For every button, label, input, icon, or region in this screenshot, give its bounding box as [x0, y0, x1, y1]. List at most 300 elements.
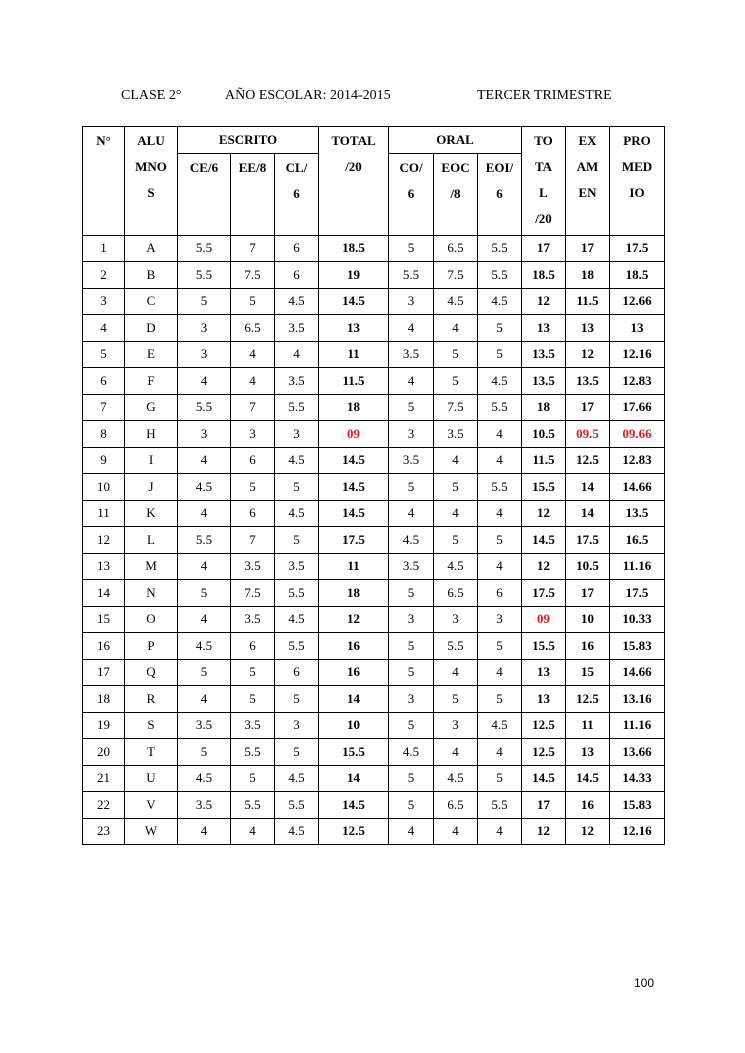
- cell-promedio: 15.83: [610, 633, 665, 660]
- cell-co: 5: [389, 235, 434, 262]
- cell-co: 5: [389, 792, 434, 819]
- cell-alumno: T: [125, 739, 178, 766]
- cell-ee: 4: [231, 818, 275, 845]
- cell-ee: 7: [231, 394, 275, 421]
- cell-ee: 6: [231, 633, 275, 660]
- cell-ce: 3.5: [178, 792, 231, 819]
- cell-num: 1: [83, 235, 125, 262]
- cell-ce: 3: [178, 421, 231, 448]
- cell-ee: 5: [231, 474, 275, 501]
- cell-co: 3: [389, 606, 434, 633]
- cell-total: 12: [522, 288, 566, 315]
- header-line: MNO: [135, 159, 167, 174]
- cell-alumno: V: [125, 792, 178, 819]
- cell-cl: 5.5: [275, 792, 319, 819]
- grades-table: [82, 126, 665, 845]
- cell-total: 13: [522, 659, 566, 686]
- cell-eoi: 5: [478, 633, 522, 660]
- cell-eoi: 5: [478, 527, 522, 554]
- cell-co: 5: [389, 659, 434, 686]
- cell-promedio: 11.16: [610, 553, 665, 580]
- cell-ce: 5.5: [178, 394, 231, 421]
- cell-co: 5.5: [389, 262, 434, 289]
- table-row: [83, 315, 665, 342]
- cell-eoc: 4.5: [434, 553, 478, 580]
- table-row: [83, 686, 665, 713]
- cell-co: 3.5: [389, 553, 434, 580]
- cell-eoc: 4.5: [434, 288, 478, 315]
- cell-num: 15: [83, 606, 125, 633]
- cell-alumno: D: [125, 315, 178, 342]
- cell-ce: 5: [178, 739, 231, 766]
- cell-examen: 13.5: [566, 368, 610, 395]
- cell-ee: 4: [231, 368, 275, 395]
- header-line: CO/: [399, 159, 423, 175]
- cell-eoi: 3: [478, 606, 522, 633]
- cell-eoc: 7.5: [434, 394, 478, 421]
- cell-alumno: L: [125, 527, 178, 554]
- cell-total-escrito: 11: [319, 341, 389, 368]
- cell-co: 3.5: [389, 341, 434, 368]
- cell-ee: 6: [231, 447, 275, 474]
- cell-eoi: 5: [478, 315, 522, 342]
- cell-alumno: B: [125, 262, 178, 289]
- cell-co: 4: [389, 315, 434, 342]
- header-line: TOTAL: [331, 133, 376, 148]
- header-line: 6: [496, 185, 503, 201]
- cell-co: 4.5: [389, 739, 434, 766]
- cell-examen: 16: [566, 792, 610, 819]
- cell-ee: 4: [231, 341, 275, 368]
- cell-cl: 4.5: [275, 500, 319, 527]
- cell-num: 10: [83, 474, 125, 501]
- cell-total: 12.5: [522, 739, 566, 766]
- cell-cl: 6: [275, 659, 319, 686]
- cell-total-escrito: 18: [319, 580, 389, 607]
- col-header-eoc: [434, 153, 478, 235]
- cell-promedio: 13.66: [610, 739, 665, 766]
- cell-ce: 3.5: [178, 712, 231, 739]
- trimester-label: TERCER TRIMESTRE: [477, 88, 612, 103]
- cell-total: 10.5: [522, 421, 566, 448]
- col-header-cl: [275, 153, 319, 235]
- cell-cl: 4.5: [275, 288, 319, 315]
- cell-ce: 4.5: [178, 633, 231, 660]
- cell-examen: 17: [566, 580, 610, 607]
- cell-total: 12: [522, 553, 566, 580]
- cell-co: 5: [389, 633, 434, 660]
- cell-alumno: H: [125, 421, 178, 448]
- cell-alumno: W: [125, 818, 178, 845]
- cell-ee: 5: [231, 659, 275, 686]
- cell-total-escrito: 16: [319, 633, 389, 660]
- cell-eoi: 4.5: [478, 712, 522, 739]
- cell-promedio: 13: [610, 315, 665, 342]
- cell-eoi: 5.5: [478, 235, 522, 262]
- cell-num: 6: [83, 368, 125, 395]
- cell-eoi: 4: [478, 818, 522, 845]
- cell-total: 13.5: [522, 341, 566, 368]
- cell-eoi: 5.5: [478, 394, 522, 421]
- cell-total: 17.5: [522, 580, 566, 607]
- cell-alumno: M: [125, 553, 178, 580]
- col-header-students: [125, 127, 178, 236]
- cell-ee: 5.5: [231, 792, 275, 819]
- cell-eoi: 4.5: [478, 368, 522, 395]
- cell-promedio: 13.5: [610, 500, 665, 527]
- cell-eoc: 5: [434, 527, 478, 554]
- table-row: [83, 421, 665, 448]
- cell-ee: 3: [231, 421, 275, 448]
- cell-cl: 5.5: [275, 580, 319, 607]
- cell-examen: 17: [566, 235, 610, 262]
- table-row: [83, 262, 665, 289]
- col-group-escrito: ESCRITO: [178, 127, 319, 154]
- cell-total: 17: [522, 235, 566, 262]
- cell-cl: 5: [275, 474, 319, 501]
- table-row: [83, 394, 665, 421]
- cell-examen: 14.5: [566, 765, 610, 792]
- header-line: /20: [535, 211, 552, 226]
- cell-eoc: 5: [434, 341, 478, 368]
- table-row: [83, 474, 665, 501]
- cell-cl: 3: [275, 421, 319, 448]
- header-row-top: [83, 127, 665, 154]
- cell-alumno: S: [125, 712, 178, 739]
- cell-ce: 4: [178, 500, 231, 527]
- cell-eoi: 4: [478, 659, 522, 686]
- cell-ee: 3.5: [231, 553, 275, 580]
- cell-alumno: G: [125, 394, 178, 421]
- cell-co: 5: [389, 765, 434, 792]
- cell-eoi: 6: [478, 580, 522, 607]
- header-line: L: [539, 185, 548, 200]
- cell-eoi: 4.5: [478, 288, 522, 315]
- cell-cl: 3: [275, 712, 319, 739]
- cell-co: 5: [389, 394, 434, 421]
- cell-total-escrito: 11.5: [319, 368, 389, 395]
- cell-co: 4.5: [389, 527, 434, 554]
- cell-cl: 5: [275, 686, 319, 713]
- cell-ce: 5: [178, 659, 231, 686]
- cell-num: 12: [83, 527, 125, 554]
- cell-num: 16: [83, 633, 125, 660]
- cell-promedio: 15.83: [610, 792, 665, 819]
- cell-ce: 4: [178, 606, 231, 633]
- cell-promedio: 18.5: [610, 262, 665, 289]
- cell-total-escrito: 15.5: [319, 739, 389, 766]
- cell-total: 13: [522, 315, 566, 342]
- col-header-ce: [178, 153, 231, 235]
- cell-examen: 14: [566, 474, 610, 501]
- cell-ce: 4: [178, 553, 231, 580]
- col-group-oral: ORAL: [389, 127, 522, 154]
- cell-co: 4: [389, 818, 434, 845]
- cell-co: 3: [389, 686, 434, 713]
- cell-ee: 3.5: [231, 712, 275, 739]
- header-line: EOI/: [485, 159, 514, 175]
- cell-ce: 5: [178, 580, 231, 607]
- cell-total-escrito: 18: [319, 394, 389, 421]
- cell-co: 3: [389, 421, 434, 448]
- table-row: [83, 500, 665, 527]
- cell-ee: 5.5: [231, 739, 275, 766]
- cell-alumno: R: [125, 686, 178, 713]
- cell-total: 17: [522, 792, 566, 819]
- cell-examen: 11: [566, 712, 610, 739]
- cell-num: 2: [83, 262, 125, 289]
- cell-total: 15.5: [522, 633, 566, 660]
- cell-promedio: 12.16: [610, 818, 665, 845]
- school-year-label: AÑO ESCOLAR: 2014-2015: [225, 88, 391, 103]
- cell-eoc: 7.5: [434, 262, 478, 289]
- table-row: [83, 659, 665, 686]
- cell-promedio: 12.66: [610, 288, 665, 315]
- cell-total: 14.5: [522, 527, 566, 554]
- cell-total: 15.5: [522, 474, 566, 501]
- cell-total: 12: [522, 818, 566, 845]
- col-header-co: [389, 153, 434, 235]
- header-line: EOC: [441, 159, 470, 175]
- cell-eoi: 4: [478, 421, 522, 448]
- table-row: [83, 792, 665, 819]
- cell-co: 5: [389, 474, 434, 501]
- cell-eoi: 5.5: [478, 262, 522, 289]
- cell-total-escrito: 16: [319, 659, 389, 686]
- cell-examen: 12: [566, 818, 610, 845]
- header-line: CE/6: [189, 159, 219, 175]
- cell-eoi: 4: [478, 500, 522, 527]
- cell-examen: 18: [566, 262, 610, 289]
- cell-promedio: 12.83: [610, 368, 665, 395]
- table-row: [83, 368, 665, 395]
- table-row: [83, 739, 665, 766]
- cell-alumno: Q: [125, 659, 178, 686]
- cell-promedio: 12.16: [610, 341, 665, 368]
- cell-ce: 5.5: [178, 235, 231, 262]
- cell-eoc: 5: [434, 474, 478, 501]
- cell-eoi: 5.5: [478, 474, 522, 501]
- cell-eoc: 6.5: [434, 792, 478, 819]
- cell-alumno: K: [125, 500, 178, 527]
- cell-promedio: 10.33: [610, 606, 665, 633]
- cell-alumno: J: [125, 474, 178, 501]
- cell-eoi: 4: [478, 447, 522, 474]
- table-row: [83, 580, 665, 607]
- cell-examen: 16: [566, 633, 610, 660]
- cell-promedio: 14.33: [610, 765, 665, 792]
- cell-total-escrito: 14.5: [319, 474, 389, 501]
- page-header: [0, 88, 745, 108]
- col-header-eoi: [478, 153, 522, 235]
- cell-promedio: 11.16: [610, 712, 665, 739]
- cell-total-escrito: 19: [319, 262, 389, 289]
- cell-total-escrito: 12: [319, 606, 389, 633]
- cell-examen: 15: [566, 659, 610, 686]
- cell-cl: 6: [275, 262, 319, 289]
- cell-cl: 4.5: [275, 765, 319, 792]
- header-line: TO: [534, 133, 553, 148]
- cell-cl: 5: [275, 739, 319, 766]
- cell-eoc: 3.5: [434, 421, 478, 448]
- header-line: IO: [629, 185, 645, 200]
- cell-alumno: I: [125, 447, 178, 474]
- cell-ce: 4: [178, 818, 231, 845]
- cell-examen: 17.5: [566, 527, 610, 554]
- cell-total: 12.5: [522, 712, 566, 739]
- cell-promedio: 09.66: [610, 421, 665, 448]
- cell-examen: 17: [566, 394, 610, 421]
- cell-ee: 6: [231, 500, 275, 527]
- cell-num: 14: [83, 580, 125, 607]
- cell-promedio: 14.66: [610, 474, 665, 501]
- cell-promedio: 14.66: [610, 659, 665, 686]
- cell-total-escrito: 13: [319, 315, 389, 342]
- cell-total-escrito: 18.5: [319, 235, 389, 262]
- cell-cl: 3.5: [275, 553, 319, 580]
- cell-ee: 5: [231, 686, 275, 713]
- header-line: /20: [345, 159, 362, 174]
- cell-alumno: E: [125, 341, 178, 368]
- cell-num: 3: [83, 288, 125, 315]
- cell-co: 5: [389, 580, 434, 607]
- cell-total-escrito: 09: [319, 421, 389, 448]
- class-label: CLASE 2°: [121, 88, 182, 103]
- cell-total: 18.5: [522, 262, 566, 289]
- header-line: EE/8: [238, 159, 267, 175]
- cell-cl: 4.5: [275, 447, 319, 474]
- cell-co: 5: [389, 712, 434, 739]
- cell-examen: 12.5: [566, 686, 610, 713]
- cell-total-escrito: 14: [319, 765, 389, 792]
- col-header-total-escrito: [319, 127, 389, 236]
- cell-total: 12: [522, 500, 566, 527]
- cell-examen: 13: [566, 739, 610, 766]
- grades-body: [83, 235, 665, 845]
- table-row: [83, 527, 665, 554]
- cell-examen: 11.5: [566, 288, 610, 315]
- cell-cl: 4.5: [275, 606, 319, 633]
- cell-cl: 3.5: [275, 315, 319, 342]
- cell-ce: 3: [178, 315, 231, 342]
- cell-num: 9: [83, 447, 125, 474]
- col-header-ee: [231, 153, 275, 235]
- cell-eoc: 4: [434, 500, 478, 527]
- cell-eoi: 5: [478, 341, 522, 368]
- cell-total: 13: [522, 686, 566, 713]
- table-row: [83, 818, 665, 845]
- cell-total-escrito: 14.5: [319, 792, 389, 819]
- cell-alumno: U: [125, 765, 178, 792]
- col-header-number: [83, 127, 125, 236]
- table-row: [83, 606, 665, 633]
- cell-promedio: 16.5: [610, 527, 665, 554]
- cell-promedio: 17.5: [610, 235, 665, 262]
- cell-ce: 5: [178, 288, 231, 315]
- cell-num: 7: [83, 394, 125, 421]
- cell-total-escrito: 12.5: [319, 818, 389, 845]
- header-line: MED: [621, 159, 653, 174]
- col-header-total: [522, 127, 566, 236]
- table-row: [83, 288, 665, 315]
- cell-examen: 13: [566, 315, 610, 342]
- cell-examen: 10.5: [566, 553, 610, 580]
- header-line: EN: [578, 185, 597, 200]
- cell-eoi: 5: [478, 686, 522, 713]
- cell-cl: 4: [275, 341, 319, 368]
- cell-examen: 14: [566, 500, 610, 527]
- cell-total-escrito: 14.5: [319, 500, 389, 527]
- cell-alumno: F: [125, 368, 178, 395]
- cell-cl: 5: [275, 527, 319, 554]
- cell-alumno: O: [125, 606, 178, 633]
- table-row: [83, 235, 665, 262]
- cell-cl: 6: [275, 235, 319, 262]
- cell-co: 3: [389, 288, 434, 315]
- cell-eoc: 4: [434, 818, 478, 845]
- cell-eoc: 4: [434, 739, 478, 766]
- cell-num: 19: [83, 712, 125, 739]
- cell-ce: 4: [178, 368, 231, 395]
- cell-ee: 5: [231, 765, 275, 792]
- cell-total: 14.5: [522, 765, 566, 792]
- header-line: PRO: [623, 133, 651, 148]
- cell-num: 17: [83, 659, 125, 686]
- cell-cl: 5.5: [275, 394, 319, 421]
- cell-ce: 4: [178, 686, 231, 713]
- header-line: TA: [534, 159, 553, 174]
- cell-num: 4: [83, 315, 125, 342]
- cell-num: 20: [83, 739, 125, 766]
- cell-num: 5: [83, 341, 125, 368]
- cell-examen: 09.5: [566, 421, 610, 448]
- cell-alumno: C: [125, 288, 178, 315]
- header-line: /8: [450, 185, 461, 201]
- cell-co: 4: [389, 500, 434, 527]
- header-line: N°: [96, 133, 111, 148]
- cell-eoc: 4: [434, 447, 478, 474]
- cell-alumno: N: [125, 580, 178, 607]
- header-line: ALU: [137, 133, 165, 148]
- page-number: 100: [634, 976, 655, 990]
- cell-eoc: 3: [434, 712, 478, 739]
- cell-eoc: 3: [434, 606, 478, 633]
- header-line: CL/: [285, 159, 308, 175]
- cell-ee: 3.5: [231, 606, 275, 633]
- cell-num: 18: [83, 686, 125, 713]
- cell-ee: 7: [231, 527, 275, 554]
- table-row: [83, 553, 665, 580]
- cell-cl: 5.5: [275, 633, 319, 660]
- cell-eoc: 4: [434, 659, 478, 686]
- cell-eoi: 5: [478, 765, 522, 792]
- cell-promedio: 12.83: [610, 447, 665, 474]
- cell-ee: 7.5: [231, 262, 275, 289]
- cell-total-escrito: 10: [319, 712, 389, 739]
- cell-alumno: A: [125, 235, 178, 262]
- cell-promedio: 17.5: [610, 580, 665, 607]
- cell-total-escrito: 17.5: [319, 527, 389, 554]
- cell-num: 21: [83, 765, 125, 792]
- cell-total: 18: [522, 394, 566, 421]
- cell-total: 09: [522, 606, 566, 633]
- cell-examen: 10: [566, 606, 610, 633]
- header-line: 6: [293, 185, 300, 201]
- cell-num: 22: [83, 792, 125, 819]
- table-row: [83, 633, 665, 660]
- cell-alumno: P: [125, 633, 178, 660]
- cell-total: 13.5: [522, 368, 566, 395]
